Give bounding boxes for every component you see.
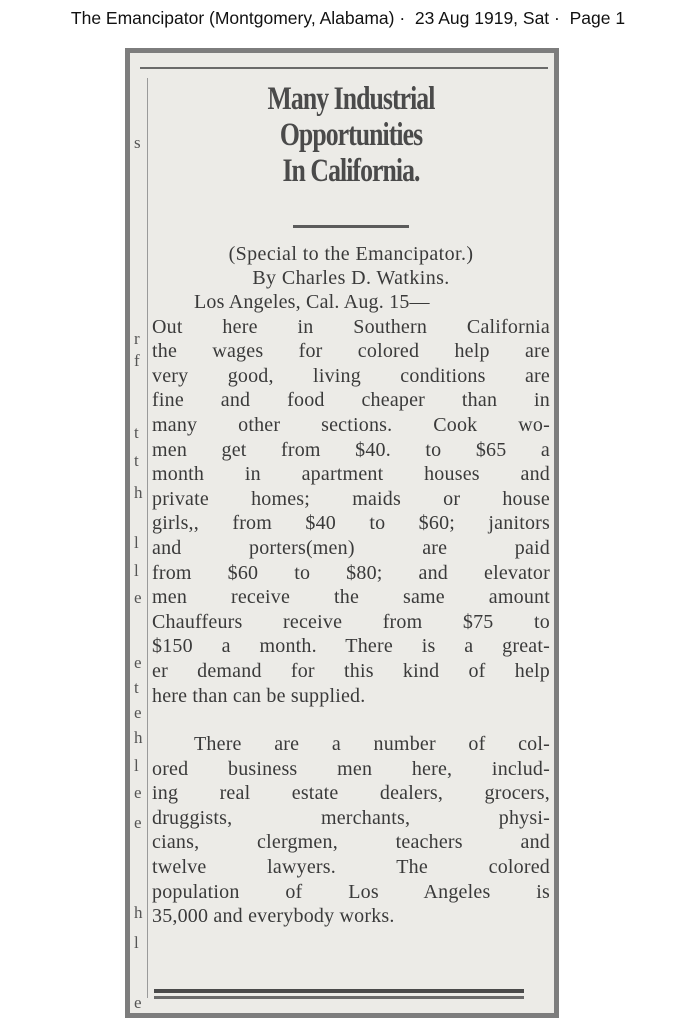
text-line: druggists, merchants, physi- xyxy=(152,806,550,829)
gutter-fragment: h xyxy=(134,903,143,922)
headline-line: In California. xyxy=(282,153,420,189)
gutter-fragment: e xyxy=(134,783,142,802)
gutter-fragment: e xyxy=(134,703,142,722)
article xyxy=(152,81,550,929)
column-rule xyxy=(147,78,148,998)
text-line: ored business men here, includ- xyxy=(152,757,550,780)
gutter-fragment: t xyxy=(134,423,139,442)
dateline: Los Angeles, Cal. Aug. 15— xyxy=(194,291,430,313)
text-line: private homes; maids or house xyxy=(152,487,550,510)
gutter-fragment: l xyxy=(134,561,139,580)
text-line: There are a number of col- xyxy=(194,733,550,756)
text-line: here than can be supplied. xyxy=(152,684,366,707)
text-line: twelve lawyers. The colored xyxy=(152,856,550,879)
text-line: cians, clergmen, teachers and xyxy=(152,831,550,854)
gutter-fragment: r xyxy=(134,329,140,348)
publication-date: 23 Aug 1919, Sat xyxy=(414,8,550,28)
top-rule xyxy=(140,67,548,69)
text-line: and porters(men) are paid xyxy=(152,536,550,559)
gutter-fragment: l xyxy=(134,756,139,775)
byline: By Charles D. Watkins. xyxy=(252,267,450,289)
gutter-fragment: h xyxy=(134,728,143,747)
text-line: population of Los Angeles is xyxy=(152,880,550,903)
gutter-fragment: t xyxy=(134,451,139,470)
text-line: many other sections. Cook wo- xyxy=(152,413,550,436)
newspaper-clipping xyxy=(125,48,559,1018)
gutter-fragment: t xyxy=(134,678,139,697)
gutter-fragment: e xyxy=(134,993,142,1012)
text-line: the wages for colored help are xyxy=(152,340,550,363)
text-line: 35,000 and everybody works. xyxy=(152,905,395,928)
text-line: from $60 to $80; and elevator xyxy=(152,561,550,584)
text-line: men receive the same amount xyxy=(152,586,550,609)
text-line: ing real estate dealers, grocers, xyxy=(152,782,550,805)
gutter-fragment: l xyxy=(134,533,139,552)
text-line: er demand for this kind of help xyxy=(152,659,550,682)
gutter-fragment: e xyxy=(134,813,142,832)
text-line: girls,, from $40 to $60; janitors xyxy=(152,512,550,535)
gutter-fragment: f xyxy=(134,351,140,370)
text-line: Chauffeurs receive from $75 to xyxy=(152,610,550,633)
headline xyxy=(196,81,506,189)
headline-line: Many Industrial Opportunities xyxy=(267,81,435,153)
text-line: fine and food cheaper than in xyxy=(152,389,550,412)
gutter-fragment: s xyxy=(134,133,141,152)
bottom-rule-thin xyxy=(154,996,524,999)
text-line: $150 a month. There is a great- xyxy=(152,635,550,658)
bottom-rules xyxy=(154,989,524,999)
text-line: Out here in Southern California xyxy=(152,315,550,338)
special-note: (Special to the Emancipator.) xyxy=(228,243,474,265)
headline-divider xyxy=(293,225,409,228)
gutter-fragment: e xyxy=(134,588,142,607)
clipping-header: The Emancipator (Montgomery, Alabama) · 23 Aug 1919, Sat · Page 1 xyxy=(70,8,626,28)
page-number: Page 1 xyxy=(569,8,626,28)
gutter-fragment: e xyxy=(134,653,142,672)
bottom-rule-thick xyxy=(154,989,524,993)
text-line: men get from $40. to $65 a xyxy=(152,438,550,461)
paragraph-gap xyxy=(152,708,550,732)
text-line: very good, living conditions are xyxy=(152,364,550,387)
adjacent-column-fragments xyxy=(132,133,146,1013)
paragraph-1 xyxy=(152,290,550,708)
publication-name: The Emancipator (Montgomery, Alabama) xyxy=(70,8,395,28)
gutter-fragment: h xyxy=(134,483,143,502)
paragraph-2 xyxy=(152,732,550,929)
text-line: month in apartment houses and xyxy=(152,463,550,486)
gutter-fragment: l xyxy=(134,933,139,952)
